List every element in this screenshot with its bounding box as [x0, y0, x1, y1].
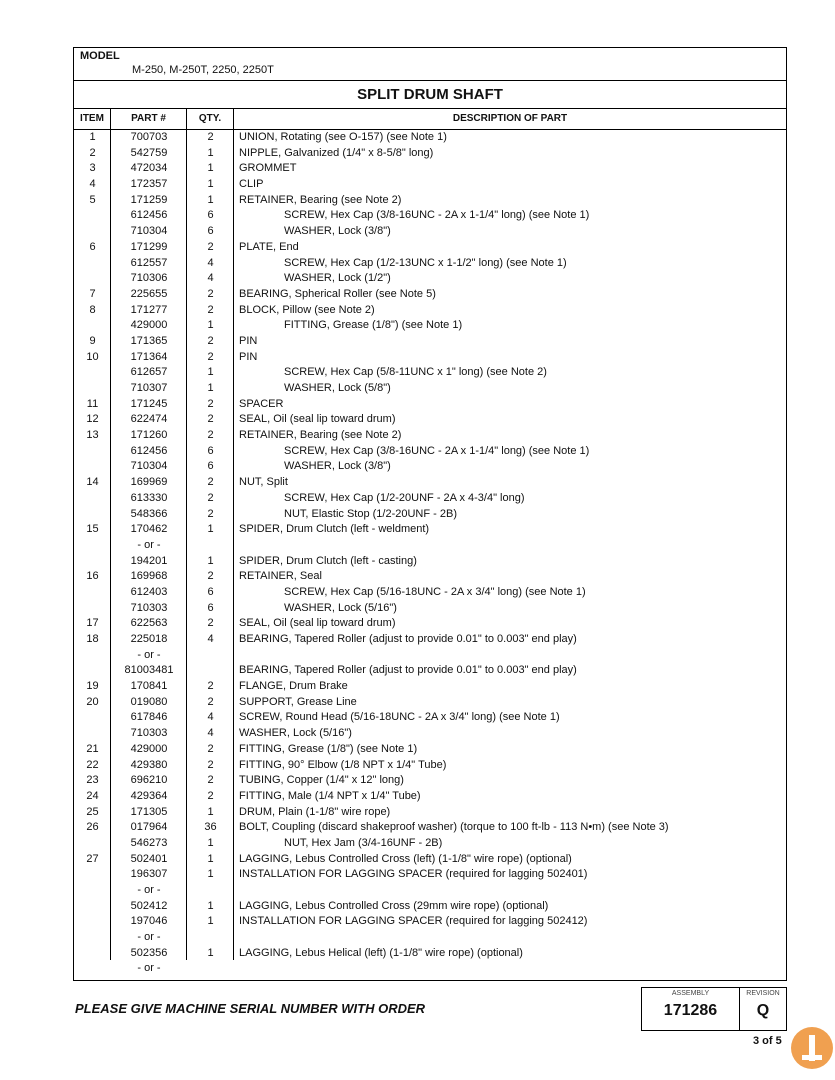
item-cell: 15 — [86, 523, 99, 536]
qty-cell: 2 — [207, 476, 214, 489]
table-row — [74, 256, 786, 272]
description-cell: SCREW, Hex Cap (1/2-13UNC x 1-1/2" long) (see Note 1) — [284, 256, 567, 269]
qty-cell: 6 — [207, 460, 214, 473]
qty-cell: 2 — [207, 397, 214, 410]
description-cell — [234, 538, 786, 554]
qty-cell: 1 — [207, 836, 214, 849]
item-cell — [74, 554, 111, 570]
part-number-cell: 170841 — [130, 680, 168, 693]
table-row — [74, 224, 786, 240]
parts-table-body — [74, 130, 786, 975]
qty-cell: 1 — [207, 554, 214, 567]
part-number-cell: 169969 — [130, 476, 168, 489]
qty-cell: 2 — [207, 240, 214, 253]
part-number-cell: - or - — [137, 648, 161, 661]
description-cell: NUT, Hex Jam (3/4-16UNF - 2B) — [284, 836, 443, 849]
watermark-logo-icon — [790, 1026, 834, 1070]
table-row — [74, 648, 786, 664]
item-cell: 12 — [86, 413, 99, 426]
part-number-cell: 710306 — [130, 272, 168, 285]
part-number-cell: 017964 — [130, 821, 168, 834]
table-row — [74, 193, 786, 209]
description-cell: SEAL, Oil (seal lip toward drum) — [239, 413, 396, 426]
qty-cell: 36 — [204, 821, 217, 834]
item-cell — [74, 883, 111, 899]
description-cell: BEARING, Tapered Roller (adjust to provide 0.01" to 0.003" end play) — [239, 633, 577, 645]
item-cell: 22 — [86, 758, 99, 771]
item-cell: 5 — [89, 193, 96, 206]
part-number-cell: 171260 — [130, 429, 168, 442]
revision-cell — [740, 988, 786, 1030]
description-cell: UNION, Rotating (see O-157) (see Note 1) — [239, 131, 447, 143]
table-row — [74, 616, 786, 632]
part-number-cell: 612557 — [130, 256, 168, 269]
description-cell: CLIP — [239, 178, 264, 191]
description-cell: SCREW, Hex Cap (5/8-11UNC x 1" long) (see Note 2) — [284, 366, 547, 379]
item-cell — [74, 256, 111, 272]
description-cell: SUPPORT, Grease Line — [239, 695, 357, 708]
description-cell: PLATE, End — [239, 240, 299, 253]
assembly-caption: ASSEMBLY — [671, 990, 710, 997]
qty-cell: 4 — [207, 633, 214, 645]
description-cell: PIN — [239, 350, 258, 363]
item-cell: 10 — [86, 350, 99, 363]
assembly-cell — [642, 988, 740, 1030]
description-cell: FITTING, Grease (1/8") (see Note 1) — [239, 742, 418, 755]
part-number-cell: 197046 — [130, 915, 168, 928]
part-number-cell: 622563 — [130, 617, 168, 630]
table-row — [74, 350, 786, 366]
item-cell — [74, 585, 111, 601]
qty-cell: 2 — [207, 303, 214, 316]
qty-cell: 2 — [207, 617, 214, 630]
part-number-cell: 171364 — [130, 350, 168, 363]
qty-cell: 1 — [207, 915, 214, 928]
description-cell — [234, 648, 786, 664]
part-number-cell: 710303 — [130, 727, 168, 740]
part-number-cell: 710303 — [130, 601, 168, 614]
description-cell: SCREW, Hex Cap (3/8-16UNC - 2A x 1-1/4" long) (see Note 1) — [284, 444, 590, 457]
item-cell — [74, 365, 111, 381]
description-cell: FITTING, 90° Elbow (1/8 NPT x 1/4" Tube) — [239, 758, 447, 771]
item-cell — [74, 491, 111, 507]
part-number-cell: 696210 — [130, 774, 168, 787]
model-block — [74, 48, 786, 81]
part-number-cell: 429000 — [130, 319, 168, 332]
table-row — [74, 475, 786, 491]
description-cell: SPIDER, Drum Clutch (left - casting) — [239, 554, 417, 567]
order-note: PLEASE GIVE MACHINE SERIAL NUMBER WITH ORDER — [75, 1001, 426, 1016]
description-cell — [234, 883, 786, 899]
part-number-cell: 613330 — [130, 491, 168, 504]
page-title: SPLIT DRUM SHAFT — [74, 81, 786, 109]
qty-cell: 2 — [207, 680, 214, 693]
qty-cell: 2 — [207, 350, 214, 363]
table-row — [74, 491, 786, 507]
part-number-cell: 019080 — [130, 695, 168, 708]
qty-cell: 2 — [207, 413, 214, 426]
item-cell: 14 — [86, 476, 99, 489]
description-cell: RETAINER, Bearing (see Note 2) — [239, 429, 402, 442]
part-number-cell: 81003481 — [124, 664, 174, 677]
description-cell: TUBING, Copper (1/4" x 12" long) — [239, 774, 404, 787]
assembly-box — [641, 987, 787, 1031]
part-number-cell: 171259 — [130, 193, 168, 206]
part-number-cell: 194201 — [130, 554, 168, 567]
part-number-cell: 169968 — [130, 570, 168, 583]
part-number-cell: - or - — [137, 538, 161, 551]
table-row — [74, 820, 786, 836]
qty-cell: 4 — [207, 272, 214, 285]
table-row — [74, 412, 786, 428]
description-cell: GROMMET — [239, 162, 297, 175]
item-cell — [74, 318, 111, 334]
table-row — [74, 381, 786, 397]
qty-cell: 2 — [207, 789, 214, 802]
part-number-cell: 612403 — [130, 585, 168, 598]
description-cell: BEARING, Tapered Roller (adjust to provide 0.01" to 0.003" end play) — [239, 664, 577, 677]
qty-cell: 2 — [207, 287, 214, 300]
part-number-cell: 171277 — [130, 303, 168, 316]
item-cell: 3 — [89, 162, 96, 175]
description-cell: WASHER, Lock (5/16") — [239, 727, 352, 740]
qty-cell: 1 — [207, 146, 214, 159]
description-cell: RETAINER, Seal — [239, 570, 322, 583]
table-row — [74, 805, 786, 821]
item-cell — [74, 538, 111, 554]
part-number-cell: 429000 — [130, 742, 168, 755]
qty-cell: 1 — [207, 193, 214, 206]
part-number-cell: 502401 — [130, 852, 168, 865]
item-cell — [74, 381, 111, 397]
qty-cell — [187, 883, 234, 899]
qty-cell: 6 — [207, 585, 214, 598]
description-cell: NIPPLE, Galvanized (1/4" x 8-5/8" long) — [239, 146, 434, 159]
description-cell: BLOCK, Pillow (see Note 2) — [239, 303, 375, 316]
qty-cell: 2 — [207, 334, 214, 347]
table-row — [74, 585, 786, 601]
item-cell: 17 — [86, 617, 99, 630]
description-cell: WASHER, Lock (1/2") — [284, 272, 391, 285]
table-row — [74, 914, 786, 930]
description-cell: LAGGING, Lebus Controlled Cross (29mm wire rope) (optional) — [239, 899, 549, 912]
table-row — [74, 303, 786, 319]
item-cell: 2 — [89, 146, 96, 159]
table-row — [74, 318, 786, 334]
item-cell: 25 — [86, 805, 99, 818]
part-number-cell: 548366 — [130, 507, 168, 520]
description-cell: FITTING, Male (1/4 NPT x 1/4" Tube) — [239, 789, 421, 802]
description-cell — [234, 930, 786, 946]
part-number-cell: 196307 — [130, 868, 168, 881]
item-cell — [74, 459, 111, 475]
qty-cell: 1 — [207, 868, 214, 881]
item-cell — [74, 726, 111, 742]
description-cell: WASHER, Lock (3/8") — [284, 460, 391, 473]
qty-cell: 6 — [207, 601, 214, 614]
qty-cell: 2 — [207, 742, 214, 755]
qty-cell: 1 — [207, 162, 214, 175]
table-row — [74, 961, 786, 977]
item-cell: 4 — [89, 178, 96, 191]
part-number-cell: - or - — [137, 884, 161, 896]
table-row — [74, 428, 786, 444]
table-row — [74, 867, 786, 883]
description-cell: NUT, Split — [239, 476, 288, 489]
item-cell — [74, 507, 111, 523]
column-divider — [186, 130, 187, 960]
item-cell: 9 — [89, 334, 96, 347]
qty-cell: 2 — [207, 491, 214, 504]
description-cell: WASHER, Lock (5/8") — [284, 382, 391, 394]
table-row — [74, 271, 786, 287]
header-qty: QTY. — [187, 109, 234, 129]
table-row — [74, 365, 786, 381]
description-cell: SCREW, Hex Cap (1/2-20UNF - 2A x 4-3/4" long) — [284, 491, 525, 504]
qty-cell: 2 — [207, 695, 214, 708]
description-cell: WASHER, Lock (5/16") — [284, 601, 397, 614]
table-row — [74, 240, 786, 256]
part-number-cell: 710304 — [130, 460, 168, 473]
item-cell: 13 — [86, 429, 99, 442]
table-row — [74, 208, 786, 224]
description-cell: RETAINER, Bearing (see Note 2) — [239, 193, 402, 206]
table-row — [74, 930, 786, 946]
description-cell: FITTING, Grease (1/8") (see Note 1) — [284, 319, 463, 332]
table-row — [74, 899, 786, 915]
item-cell — [74, 930, 111, 946]
item-cell: 8 — [89, 303, 96, 316]
qty-cell — [187, 663, 234, 679]
description-cell: SCREW, Hex Cap (3/8-16UNC - 2A x 1-1/4" long) (see Note 1) — [284, 209, 590, 222]
qty-cell — [187, 961, 234, 977]
item-cell: 23 — [86, 774, 99, 787]
description-cell: SEAL, Oil (seal lip toward drum) — [239, 617, 396, 630]
item-cell: 18 — [86, 633, 99, 645]
qty-cell: 1 — [207, 899, 214, 912]
qty-cell: 1 — [207, 366, 214, 379]
item-cell: 16 — [86, 570, 99, 583]
table-row — [74, 538, 786, 554]
item-cell: 27 — [86, 852, 99, 865]
table-row — [74, 789, 786, 805]
part-number-cell: 542759 — [130, 146, 168, 159]
table-row — [74, 397, 786, 413]
item-cell — [74, 899, 111, 915]
item-cell — [74, 271, 111, 287]
part-number-cell: 622474 — [130, 413, 168, 426]
qty-cell: 1 — [207, 852, 214, 865]
page-number: 3 of 5 — [753, 1035, 782, 1047]
qty-cell — [187, 538, 234, 554]
item-cell — [74, 867, 111, 883]
part-number-cell: 170462 — [130, 523, 168, 536]
header-part: PART # — [111, 109, 187, 129]
part-number-cell: 225018 — [130, 633, 168, 645]
description-cell: DRUM, Plain (1-1/8" wire rope) — [239, 805, 391, 818]
item-cell — [74, 648, 111, 664]
table-row — [74, 334, 786, 350]
part-number-cell: 171299 — [130, 240, 168, 253]
qty-cell: 4 — [207, 256, 214, 269]
part-number-cell: 172357 — [130, 178, 168, 191]
description-cell: LAGGING, Lebus Controlled Cross (left) (1-1/8" wire rope) (optional) — [239, 852, 572, 865]
description-cell: SCREW, Round Head (5/16-18UNC - 2A x 3/4" long) (see Note 1) — [239, 711, 560, 724]
table-row — [74, 663, 786, 679]
table-row — [74, 946, 786, 962]
qty-cell: 2 — [207, 429, 214, 442]
table-row — [74, 146, 786, 162]
model-label: MODEL — [80, 50, 120, 62]
description-cell: LAGGING, Lebus Helical (left) (1-1/8" wire rope) (optional) — [239, 946, 523, 959]
description-cell: FLANGE, Drum Brake — [239, 680, 348, 693]
qty-cell — [187, 930, 234, 946]
table-row — [74, 554, 786, 570]
table-row — [74, 758, 786, 774]
table-row — [74, 130, 786, 146]
part-number-cell: 612456 — [130, 209, 168, 222]
item-cell — [74, 914, 111, 930]
description-cell: NUT, Elastic Stop (1/2-20UNF - 2B) — [284, 507, 457, 520]
part-number-cell: 502356 — [130, 946, 168, 959]
description-cell: PIN — [239, 334, 258, 347]
column-divider — [110, 130, 111, 960]
table-row — [74, 679, 786, 695]
item-cell — [74, 601, 111, 617]
part-number-cell: 171245 — [130, 397, 168, 410]
qty-cell: 2 — [207, 507, 214, 520]
table-row — [74, 726, 786, 742]
header-item: ITEM — [74, 109, 111, 129]
part-number-cell: 502412 — [130, 899, 168, 912]
description-cell: WASHER, Lock (3/8") — [284, 225, 391, 238]
item-cell — [74, 710, 111, 726]
table-row — [74, 695, 786, 711]
table-row — [74, 883, 786, 899]
qty-cell: 1 — [207, 946, 214, 959]
item-cell: 19 — [86, 680, 99, 693]
revision-caption: REVISION — [746, 990, 780, 997]
column-divider — [233, 130, 234, 960]
table-row — [74, 507, 786, 523]
item-cell: 24 — [86, 789, 99, 802]
parts-sheet — [73, 47, 787, 981]
item-cell: 20 — [86, 695, 99, 708]
qty-cell: 4 — [207, 711, 214, 724]
table-row — [74, 177, 786, 193]
description-cell: BOLT, Coupling (discard shakeproof washer) (torque to 100 ft-lb - 113 N•m) (see Note 3) — [239, 821, 669, 834]
table-row — [74, 601, 786, 617]
part-number-cell: 546273 — [130, 836, 168, 849]
part-number-cell: 612456 — [130, 444, 168, 457]
description-cell — [234, 961, 786, 977]
model-value: M-250, M-250T, 2250, 2250T — [132, 64, 274, 76]
table-row — [74, 569, 786, 585]
part-number-cell: 225655 — [130, 287, 168, 300]
table-row — [74, 710, 786, 726]
qty-cell: 6 — [207, 209, 214, 222]
description-cell: SPIDER, Drum Clutch (left - weldment) — [239, 523, 430, 536]
revision-value: Q — [756, 1002, 770, 1019]
qty-cell — [187, 648, 234, 664]
part-number-cell: 472034 — [130, 162, 168, 175]
part-number-cell: - or - — [137, 962, 161, 975]
qty-cell: 1 — [207, 523, 214, 536]
qty-cell: 6 — [207, 225, 214, 238]
header-desc: DESCRIPTION OF PART — [452, 113, 568, 124]
qty-cell: 2 — [207, 774, 214, 787]
item-cell: 7 — [89, 287, 96, 300]
item-cell: 1 — [89, 131, 96, 143]
item-cell — [74, 663, 111, 679]
item-cell: 6 — [89, 240, 96, 253]
qty-cell: 2 — [207, 570, 214, 583]
part-number-cell: 429380 — [130, 758, 168, 771]
qty-cell: 1 — [207, 805, 214, 818]
item-cell — [74, 444, 111, 460]
table-row — [74, 742, 786, 758]
part-number-cell: 617846 — [130, 711, 168, 724]
item-cell: 21 — [86, 742, 99, 755]
description-cell: SCREW, Hex Cap (5/16-18UNC - 2A x 3/4" long) (see Note 1) — [284, 585, 586, 598]
item-cell — [74, 946, 111, 962]
table-row — [74, 459, 786, 475]
part-number-cell: - or - — [137, 931, 161, 944]
description-cell: BEARING, Spherical Roller (see Note 5) — [239, 287, 436, 300]
table-row — [74, 522, 786, 538]
table-row — [74, 161, 786, 177]
table-header — [74, 109, 786, 130]
item-cell — [74, 208, 111, 224]
part-number-cell: 710304 — [130, 225, 168, 238]
qty-cell: 1 — [207, 178, 214, 191]
qty-cell: 6 — [207, 444, 214, 457]
qty-cell: 4 — [207, 727, 214, 740]
table-row — [74, 287, 786, 303]
item-cell: 11 — [86, 397, 99, 410]
qty-cell: 1 — [207, 382, 214, 394]
part-number-cell: 171305 — [130, 805, 168, 818]
table-row — [74, 444, 786, 460]
qty-cell: 2 — [207, 131, 214, 143]
table-row — [74, 632, 786, 648]
table-row — [74, 852, 786, 868]
table-row — [74, 773, 786, 789]
item-cell: 26 — [86, 821, 99, 834]
description-cell: INSTALLATION FOR LAGGING SPACER (required for lagging 502412) — [239, 915, 588, 928]
part-number-cell: 612657 — [130, 366, 168, 379]
table-row — [74, 836, 786, 852]
part-number-cell: 429364 — [130, 789, 168, 802]
description-cell: SPACER — [239, 397, 284, 410]
qty-cell: 2 — [207, 758, 214, 771]
assembly-number: 171286 — [663, 1002, 718, 1019]
item-cell — [74, 961, 111, 977]
item-cell — [74, 224, 111, 240]
part-number-cell: 700703 — [130, 131, 168, 143]
item-cell — [74, 836, 111, 852]
qty-cell: 1 — [207, 319, 214, 332]
part-number-cell: 171365 — [130, 334, 168, 347]
description-cell: INSTALLATION FOR LAGGING SPACER (required for lagging 502401) — [239, 868, 588, 881]
part-number-cell: 710307 — [130, 382, 168, 394]
